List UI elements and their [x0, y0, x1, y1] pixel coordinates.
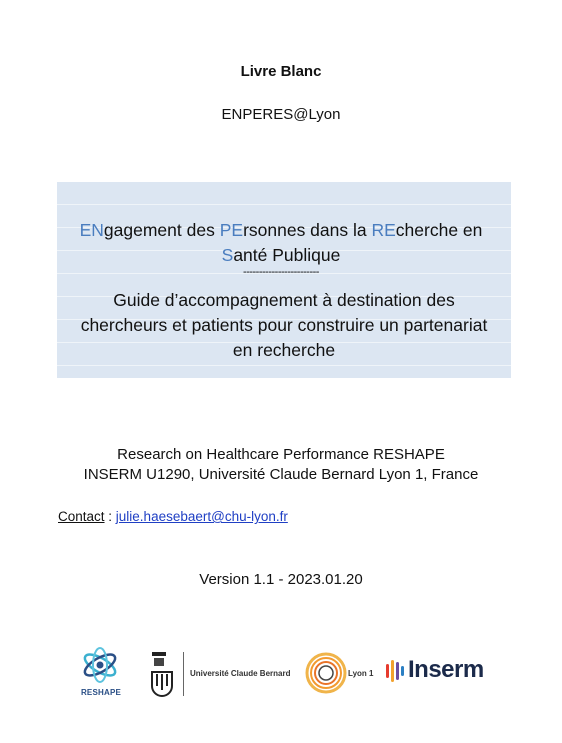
title-seg-0: EN — [79, 220, 104, 240]
title-seg-5: cherche en — [395, 220, 483, 240]
research-affiliation — [0, 445, 562, 485]
contact-separator: : — [104, 509, 116, 524]
title-separator: ------------------------ — [243, 266, 319, 278]
guide-line-1: Guide d’accompagnement à destination des — [113, 290, 455, 310]
title-seg-3: rsonnes dans la — [243, 220, 372, 240]
contact-label: Contact — [58, 509, 105, 524]
ucb-logo-text: Université Claude Bernard — [190, 669, 291, 678]
university-crest-icon — [148, 650, 176, 698]
title-seg-2: PE — [219, 220, 244, 240]
title-line-1 — [0, 220, 562, 241]
lyon1-sun-icon — [305, 652, 347, 694]
title-seg-6: S — [221, 245, 234, 265]
contact-line — [58, 509, 288, 524]
inserm-bars-icon — [385, 656, 405, 686]
document-title: Livre Blanc — [240, 63, 322, 80]
reshape-logo-text: RESHAPE — [80, 688, 122, 697]
guide-line-2: chercheurs et patients pour construire un partenariat — [80, 315, 488, 335]
title-line-2 — [0, 245, 562, 266]
lyon1-logo-text: Lyon 1 — [348, 669, 374, 678]
guide-line-3: en recherche — [232, 340, 336, 360]
title-seg-1: gagement des — [103, 220, 220, 240]
version-label: Version 1.1 - 2023.01.20 — [199, 571, 363, 588]
contact-email-link[interactable]: julie.haesebaert@chu-lyon.fr — [115, 509, 288, 524]
guide-subtitle — [57, 288, 511, 363]
logo-divider — [183, 652, 184, 696]
title-seg-4: RE — [371, 220, 396, 240]
research-line-2: INSERM U1290, Université Claude Bernard Lyon 1, France — [83, 466, 479, 483]
title-seg-7: anté Publique — [233, 245, 341, 265]
document-subtitle: ENPERES@Lyon — [221, 106, 341, 123]
research-line-1: Research on Healthcare Performance RESHAPE — [117, 446, 445, 463]
inserm-logo-text: Inserm — [408, 656, 484, 683]
